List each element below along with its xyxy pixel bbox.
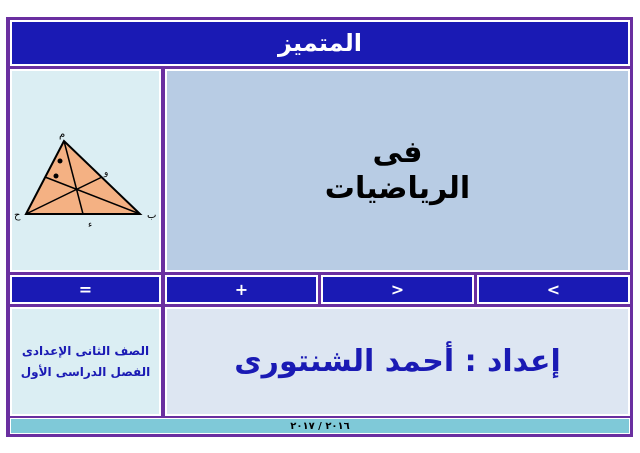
- year-bar: [10, 418, 630, 434]
- main-title-panel: [165, 69, 630, 272]
- main-title-line2: الرياضيات: [324, 170, 471, 206]
- point-marker: [58, 159, 63, 164]
- triangle-diagram: [12, 71, 159, 270]
- midpoint-label-side: و: [104, 168, 109, 178]
- author-panel: [165, 307, 630, 416]
- less-symbol: <: [477, 275, 630, 304]
- triangle-shape: [26, 141, 140, 214]
- page-title: المتميز: [278, 29, 362, 57]
- main-title-line1: فى: [372, 134, 423, 170]
- equals-symbol: =: [10, 275, 161, 304]
- author-name: إعداد : أحمد الشنتورى: [234, 344, 561, 379]
- vertex-label-right: ب: [147, 210, 157, 221]
- midpoint-label-bottom: ء: [88, 220, 93, 230]
- grade-panel: [10, 307, 161, 416]
- grade-line1: الصف الثانى الإعدادى: [21, 344, 150, 359]
- plus-symbol: +: [165, 275, 318, 304]
- title-bar: [10, 20, 630, 66]
- grade-line2: الفصل الدراسى الأول: [20, 364, 151, 379]
- triangle-diagram-panel: [10, 69, 161, 272]
- vertex-label-left: ح: [14, 210, 21, 221]
- vertex-label-top: م: [59, 129, 66, 140]
- year-text: ٢٠١٦ / ٢٠١٧: [290, 420, 350, 432]
- point-marker: [54, 174, 59, 179]
- greater-symbol: >: [321, 275, 474, 304]
